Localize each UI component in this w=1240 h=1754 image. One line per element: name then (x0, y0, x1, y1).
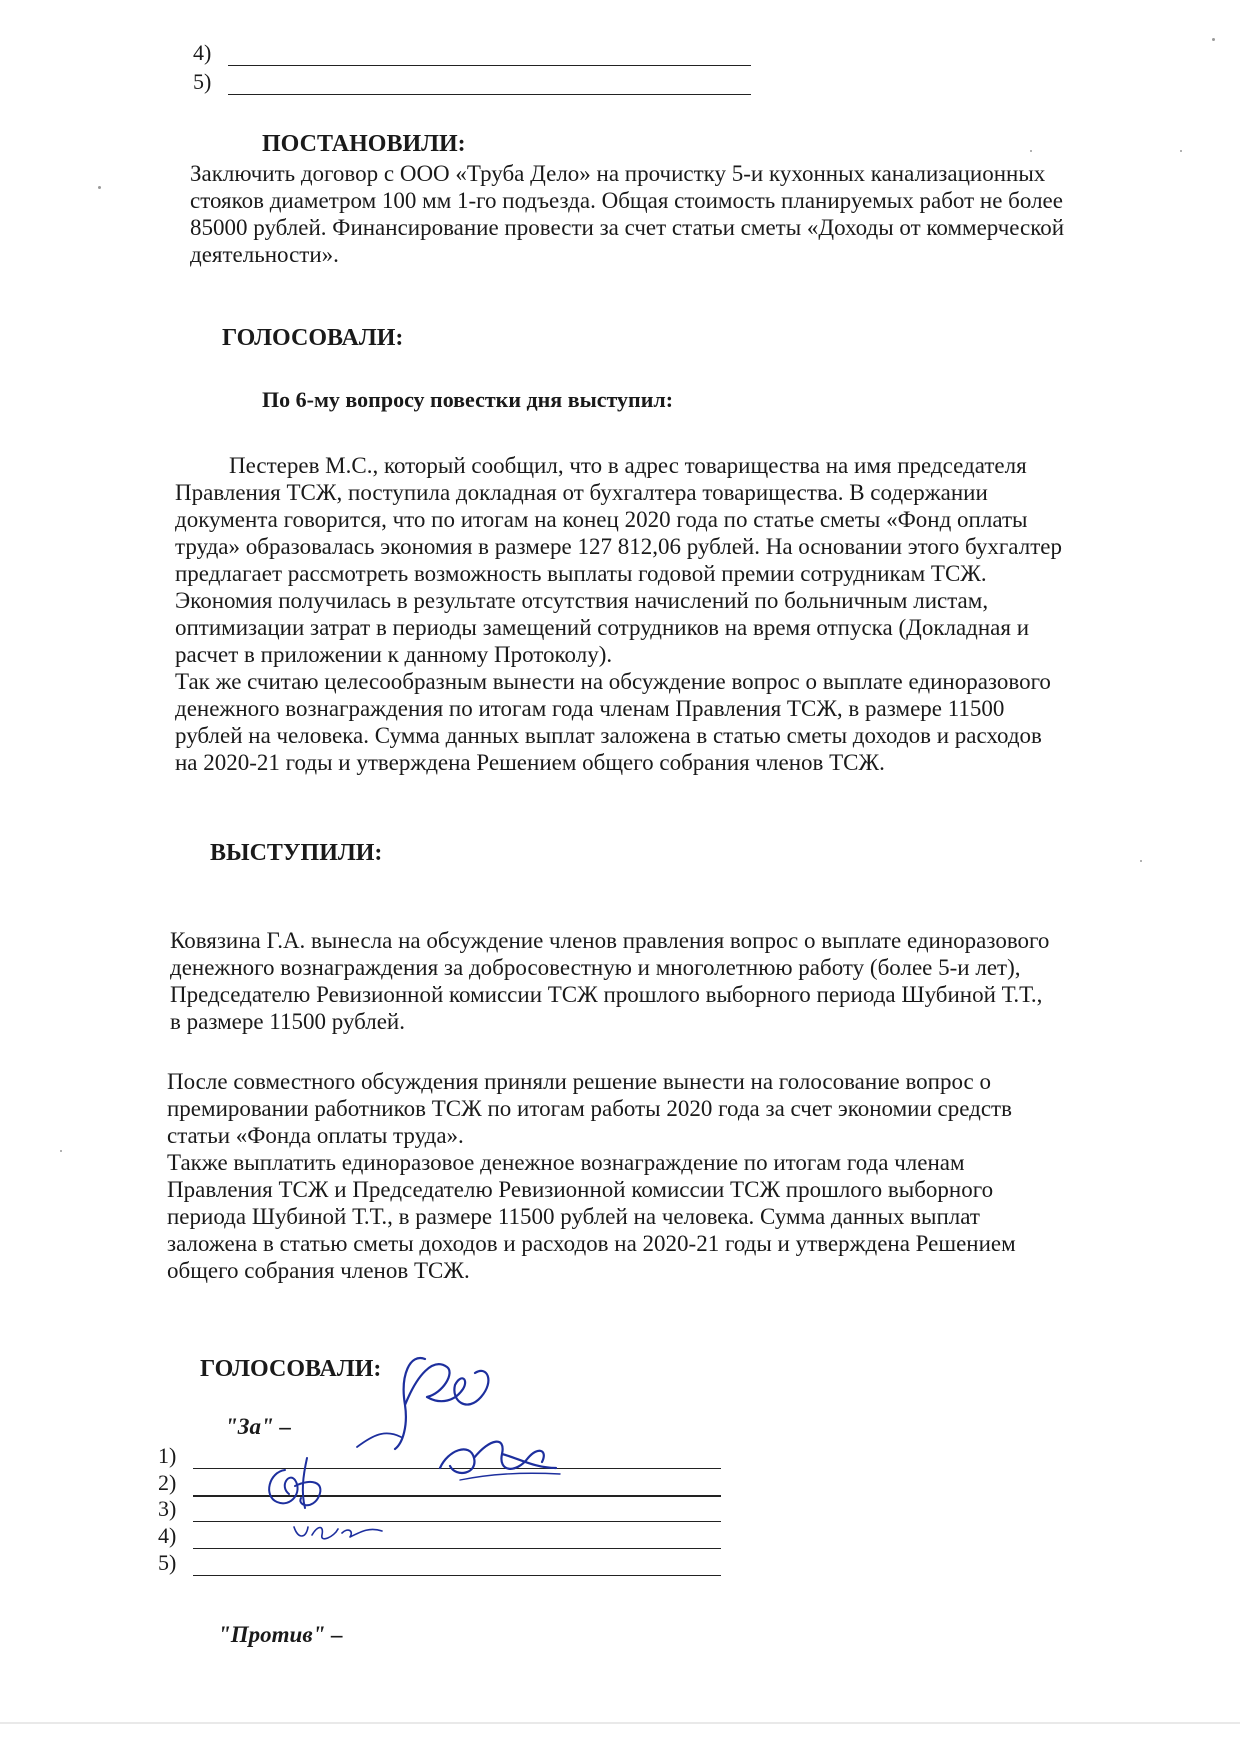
text-line: После совместного обсуждения приняли решение вынести на голосование вопрос о (167, 1069, 992, 1094)
signature-2 (430, 1428, 570, 1488)
text-line: периода Шубиной Т.Т., в размере 11500 рублей на человека. Сумма данных выплат (167, 1204, 980, 1229)
text-line: Экономия получилась в результате отсутствия начислений по больничным листам, (175, 588, 989, 613)
text-line: Председателю Ревизионной комиссии ТСЖ прошлого выборного периода Шубиной Т.Т., (170, 982, 1043, 1007)
text-line: Правления ТСЖ, поступила докладная от бухгалтера товарищества. В содержании (175, 480, 988, 505)
text-line: общего собрания членов ТСЖ. (167, 1258, 470, 1283)
question-6-heading: По 6-му вопросу повестки дня выступил: (262, 387, 674, 412)
list-number: 3) (158, 1496, 177, 1521)
vote-against-label: "Против" – (218, 1622, 343, 1647)
text-line: Пестерев М.С., который сообщил, что в адрес товарищества на имя председателя (229, 453, 1027, 478)
list-number: 4) (158, 1523, 177, 1548)
text-line: Правления ТСЖ и Председателю Ревизионной комиссии ТСЖ прошлого выборного (167, 1177, 994, 1202)
text-line: расчет в приложении к данному Протоколу). (175, 642, 613, 667)
blank-line (193, 1575, 721, 1576)
voted-heading-2: ГОЛОСОВАЛИ: (200, 1356, 382, 1382)
spoke-paragraph-1 (170, 927, 1049, 1035)
blank-line (228, 65, 751, 66)
text-line: предлагает рассмотреть возможность выплаты годовой премии сотрудникам ТСЖ. (175, 561, 987, 586)
question-6-paragraph (175, 452, 1062, 776)
text-line: премировании работников ТСЖ по итогам работы 2020 года за счет экономии средств (167, 1096, 1012, 1121)
text-line: денежного вознаграждения за добросовестную и многолетнюю работу (более 5-и лет), (170, 955, 1021, 980)
vote-for-label: "За" – (225, 1414, 291, 1439)
spoke-heading: ВЫСТУПИЛИ: (210, 840, 383, 866)
signature-3 (255, 1452, 345, 1522)
text-line: 85000 рублей. Финансирование провести за счет статьи сметы «Доходы от коммерческой (190, 215, 1065, 240)
signature-4 (290, 1517, 390, 1547)
text-line: Ковязина Г.А. вынесла на обсуждение членов правления вопрос о выплате единоразового (170, 928, 1050, 953)
vote-row-4 (158, 1523, 176, 1549)
text-line: на 2020-21 годы и утверждена Решением общего собрания членов ТСЖ. (175, 750, 885, 775)
text-line: заложена в статью сметы доходов и расходов на 2020-21 годы и утверждена Решением (167, 1231, 1016, 1256)
list-number: 5) (158, 1550, 177, 1575)
resolved-paragraph (190, 160, 1064, 268)
text-line: Так же считаю целесообразным вынести на обсуждение вопрос о выплате единоразового (175, 669, 1051, 694)
text-line: труда» образовалась экономия в размере 127 812,06 рублей. На основании этого бухгалтер (175, 534, 1062, 559)
top-list-item-4 (193, 40, 211, 66)
vote-row-2 (158, 1470, 176, 1496)
top-list-item-5 (193, 69, 211, 95)
text-line: документа говорится, что по итогам на конец 2020 года по статье сметы «Фонд оплаты (175, 507, 1028, 532)
spoke-paragraph-2 (167, 1068, 1016, 1284)
text-line: стояков диаметром 100 мм 1-го подъезда. Общая стоимость планируемых работ не более (190, 188, 1063, 213)
text-line: Заключить договор с ООО «Труба Дело» на прочистку 5-и кухонных канализационных (190, 161, 1046, 186)
text-line: оптимизации затрат в периоды замещений сотрудников на время отпуска (Докладная и (175, 615, 1030, 640)
text-line: Также выплатить единоразовое денежное вознаграждение по итогам года членам (167, 1150, 965, 1175)
text-line: статьи «Фонда оплаты труда». (167, 1123, 464, 1148)
vote-row-3 (158, 1496, 176, 1522)
list-number: 1) (158, 1443, 177, 1468)
blank-line (193, 1548, 721, 1549)
text-line: денежного вознаграждения по итогам года членам Правления ТСЖ, в размере 11500 (175, 696, 1005, 721)
text-line: рублей на человека. Сумма данных выплат заложена в статью сметы доходов и расходов (175, 723, 1042, 748)
list-number: 2) (158, 1470, 177, 1495)
text-line: в размере 11500 рублей. (170, 1009, 405, 1034)
list-number: 4) (193, 40, 212, 65)
vote-row-1 (158, 1443, 176, 1469)
voted-heading-1: ГОЛОСОВАЛИ: (222, 325, 404, 351)
scan-edge-bottom (0, 1722, 1240, 1724)
vote-row-5 (158, 1550, 176, 1576)
resolved-heading: ПОСТАНОВИЛИ: (262, 131, 466, 157)
list-number: 5) (193, 69, 212, 94)
blank-line (228, 94, 751, 95)
text-line: деятельности». (190, 242, 339, 267)
